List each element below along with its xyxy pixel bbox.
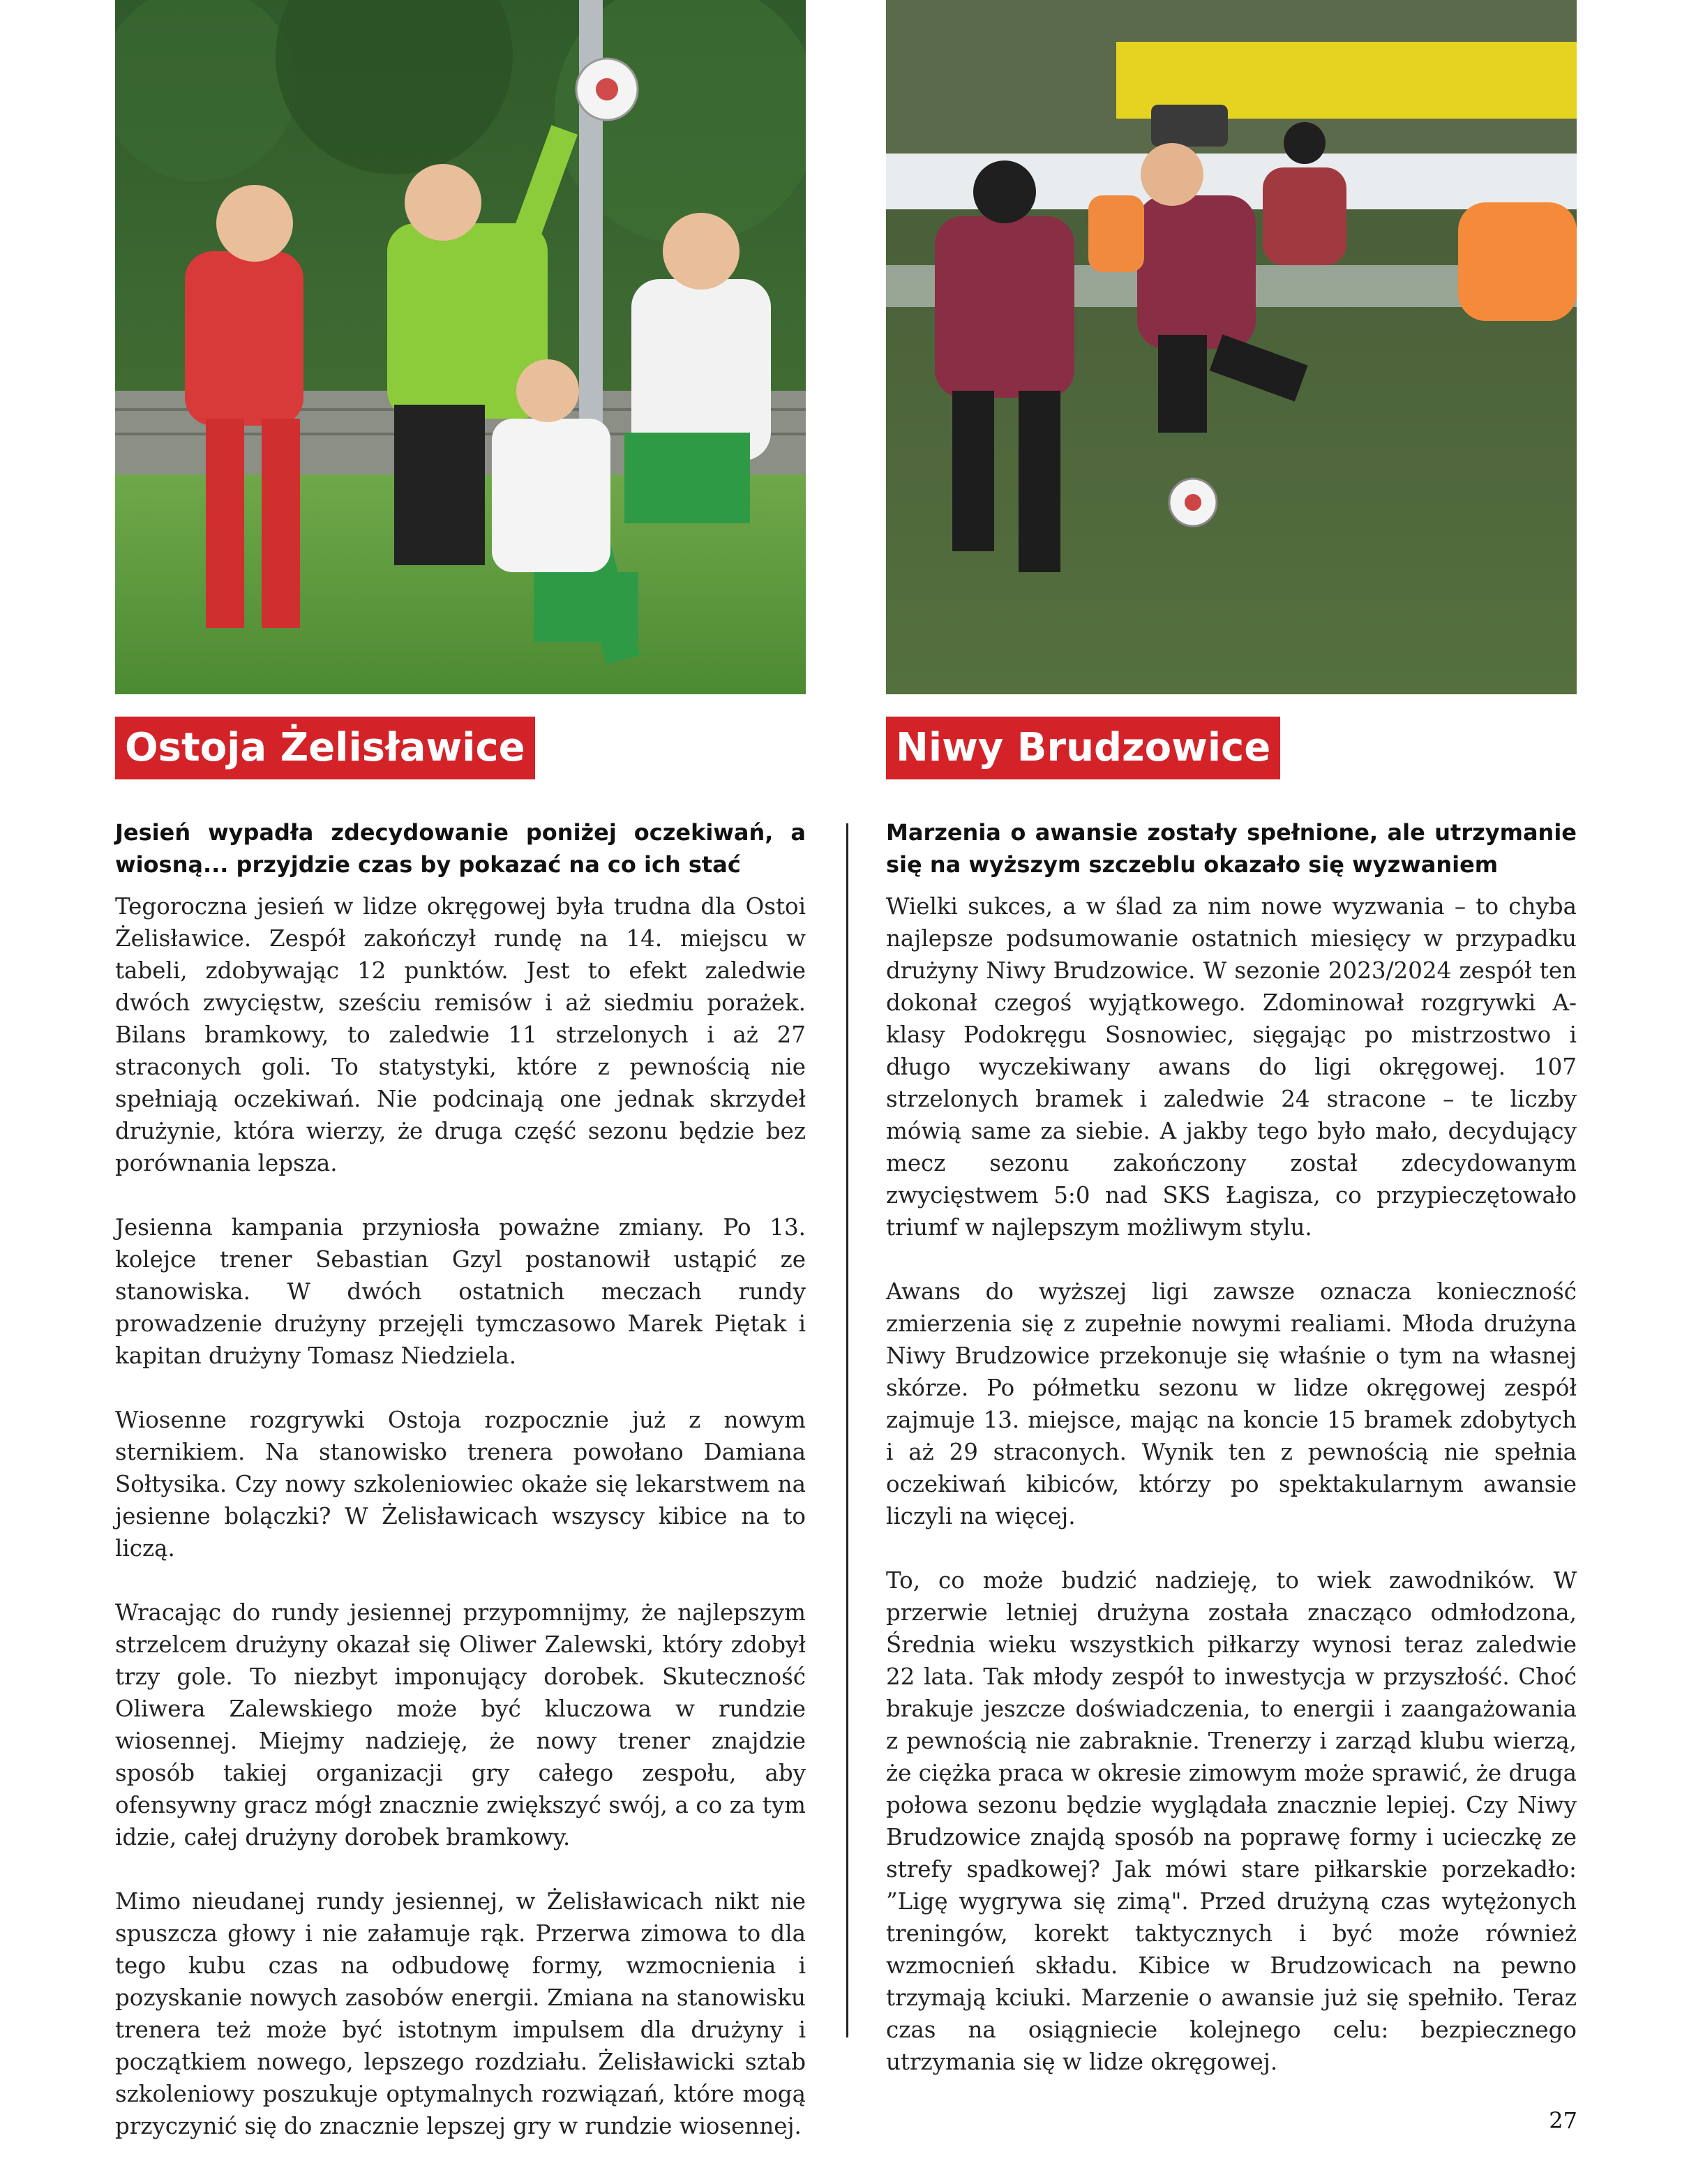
football-match-photo xyxy=(115,0,806,694)
article-heading: Niwy Brudzowice xyxy=(886,717,1280,779)
photo-illustration xyxy=(115,0,806,694)
article-lead: Jesień wypadła zdecydowanie poniżej oczekiwań, a wiosną... przyjdzie czas by pokazać na co ich stać xyxy=(115,819,806,878)
page-number: 27 xyxy=(1549,2107,1577,2134)
paragraph: Wracając do rundy jesiennej przypomnijmy, że najlepszym strzelcem drużyny okazał się Oliwer Zalewski, który zdobył trzy gole. To niezbyt imponujący dorobek. Skuteczność Oliwera Zalewskiego może być kluczowa w rundzie wiosennej. Miejmy nadzieję, że nowy trener znajdzie sposób takiej organizacji gry całego zespołu, aby ofensywny gracz mógł znacznie zwiększyć swój, a co za tym idzie, całej drużyny dorobek bramkowy. xyxy=(115,1599,806,1850)
winter-football-match-photo xyxy=(886,0,1577,694)
article-heading: Ostoja Żelisławice xyxy=(115,717,535,779)
column-divider xyxy=(846,823,848,2037)
paragraph: Tegoroczna jesień w lidze okręgowej była trudna dla Ostoi Żelisławice. Zespół zakończył rundę na 14. miejscu w tabeli, zdobywając 12 punktów. Jest to efekt zaledwie dwóch zwycięstw, sześciu remisów i aż siedmiu porażek. Bilans bramkowy, to zaledwie 11 strzelonych i aż 27 straconych goli. To statystyki, które z pewnością nie spełniają oczekiwań. Nie podcinają one jednak skrzydeł drużynie, która wierzy, że druga część sezonu będzie bez porównania lepsza. xyxy=(115,893,806,1176)
paragraph: Mimo nieudanej rundy jesiennej, w Żelisławicach nikt nie spuszcza głowy i nie załamuje rąk. Przerwa zimowa to dla tego kubu czas na odbudowę formy, wzmocnienia i pozyskanie nowych zasobów energii. Zmiana na stanowisku trenera też może być istotnym impulsem dla drużyny i początkiem nowego, lepszego rozdziału. Żelisławicki sztab szkoleniowy poszukuje optymalnych rozwiązań, które mogą przyczynić się do znacznie lepszej gry w rundzie wiosennej. xyxy=(115,1888,806,2139)
paragraph: To, co może budzić nadzieję, to wiek zawodników. W przerwie letniej drużyna została znacząco odmłodzona, Średnia wieku wszystkich piłkarzy wynosi teraz zaledwie 22 lata. Tak młody zespół to inwestycja w przyszłość. Choć brakuje jeszcze doświadczenia, to energii i zaangażowania z pewnością nie zabraknie. Trenerzy i zarząd klubu wierzą, że ciężka praca w okresie zimowym może sprawić, że druga połowa sezonu będzie wyglądała znacznie lepiej. Czy Niwy Brudzowice znajdą sposób na poprawę formy i ucieczkę ze strefy spadkowej? Jak mówi stare piłkarskie porzekadło: ”Ligę wygrywa się zimą". Przed drużyną czas wytężonych treningów, korekt taktycznych i być może również wzmocnień składu. Kibice w Brudzowicach na pewno trzymają kciuki. Marzenie o awansie już się spełniło. Teraz czas na osiągniecie kolejnego celu: bezpiecznego utrzymania się w lidze okręgowej. xyxy=(886,1567,1577,2075)
article-lead: Marzenia o awansie zostały spełnione, ale utrzymanie się na wyższym szczeblu okazało się wyzwaniem xyxy=(886,819,1577,878)
photo-illustration xyxy=(886,0,1577,694)
paragraph: Wiosenne rozgrywki Ostoja rozpocznie już z nowym sternikiem. Na stanowisko trenera powołano Damiana Sołtysika. Czy nowy szkoleniowiec okaże się lekarstwem na jesienne bolączki? W Żelisławicach wszyscy kibice na to liczą. xyxy=(115,1407,806,1562)
paragraph: Jesienna kampania przyniosła poważne zmiany. Po 13. kolejce trener Sebastian Gzyl postanowił ustąpić ze stanowiska. W dwóch ostatnich meczach rundy prowadzenie drużyny przejęli tymczasowo Marek Piętak i kapitan drużyny Tomasz Niedziela. xyxy=(115,1214,806,1369)
paragraph: Wielki sukces, a w ślad za nim nowe wyzwania – to chyba najlepsze podsumowanie ostatnich miesięcy w przypadku drużyny Niwy Brudzowice. W sezonie 2023/2024 zespół ten dokonał czegoś wyjątkowego. Zdominował rozgrywki A-klasy Podokręgu Sosnowiec, sięgając po mistrzostwo i długo wyczekiwany awans do ligi okręgowej. 107 strzelonych bramek i zaledwie 24 stracone – te liczby mówią same za siebie. A jakby tego było mało, decydujący mecz sezonu zakończony został zdecydowanym zwycięstwem 5:0 nad SKS Łagisza, co przypieczętowało triumf w najlepszym możliwym stylu. xyxy=(886,893,1577,1241)
paragraph: Awans do wyższej ligi zawsze oznacza konieczność zmierzenia się z zupełnie nowymi realiami. Młoda drużyna Niwy Brudzowice przekonuje się właśnie o tym na własnej skórze. Po półmetku sezonu w lidze okręgowej zespół zajmuje 13. miejsce, mając na koncie 15 bramek zdobytych i aż 29 straconych. Wynik ten z pewnością nie spełnia oczekiwań kibiców, którzy po spektakularnym awansie liczyli na więcej. xyxy=(886,1278,1577,1529)
article-body xyxy=(886,890,1577,2110)
article-body xyxy=(115,890,806,2174)
